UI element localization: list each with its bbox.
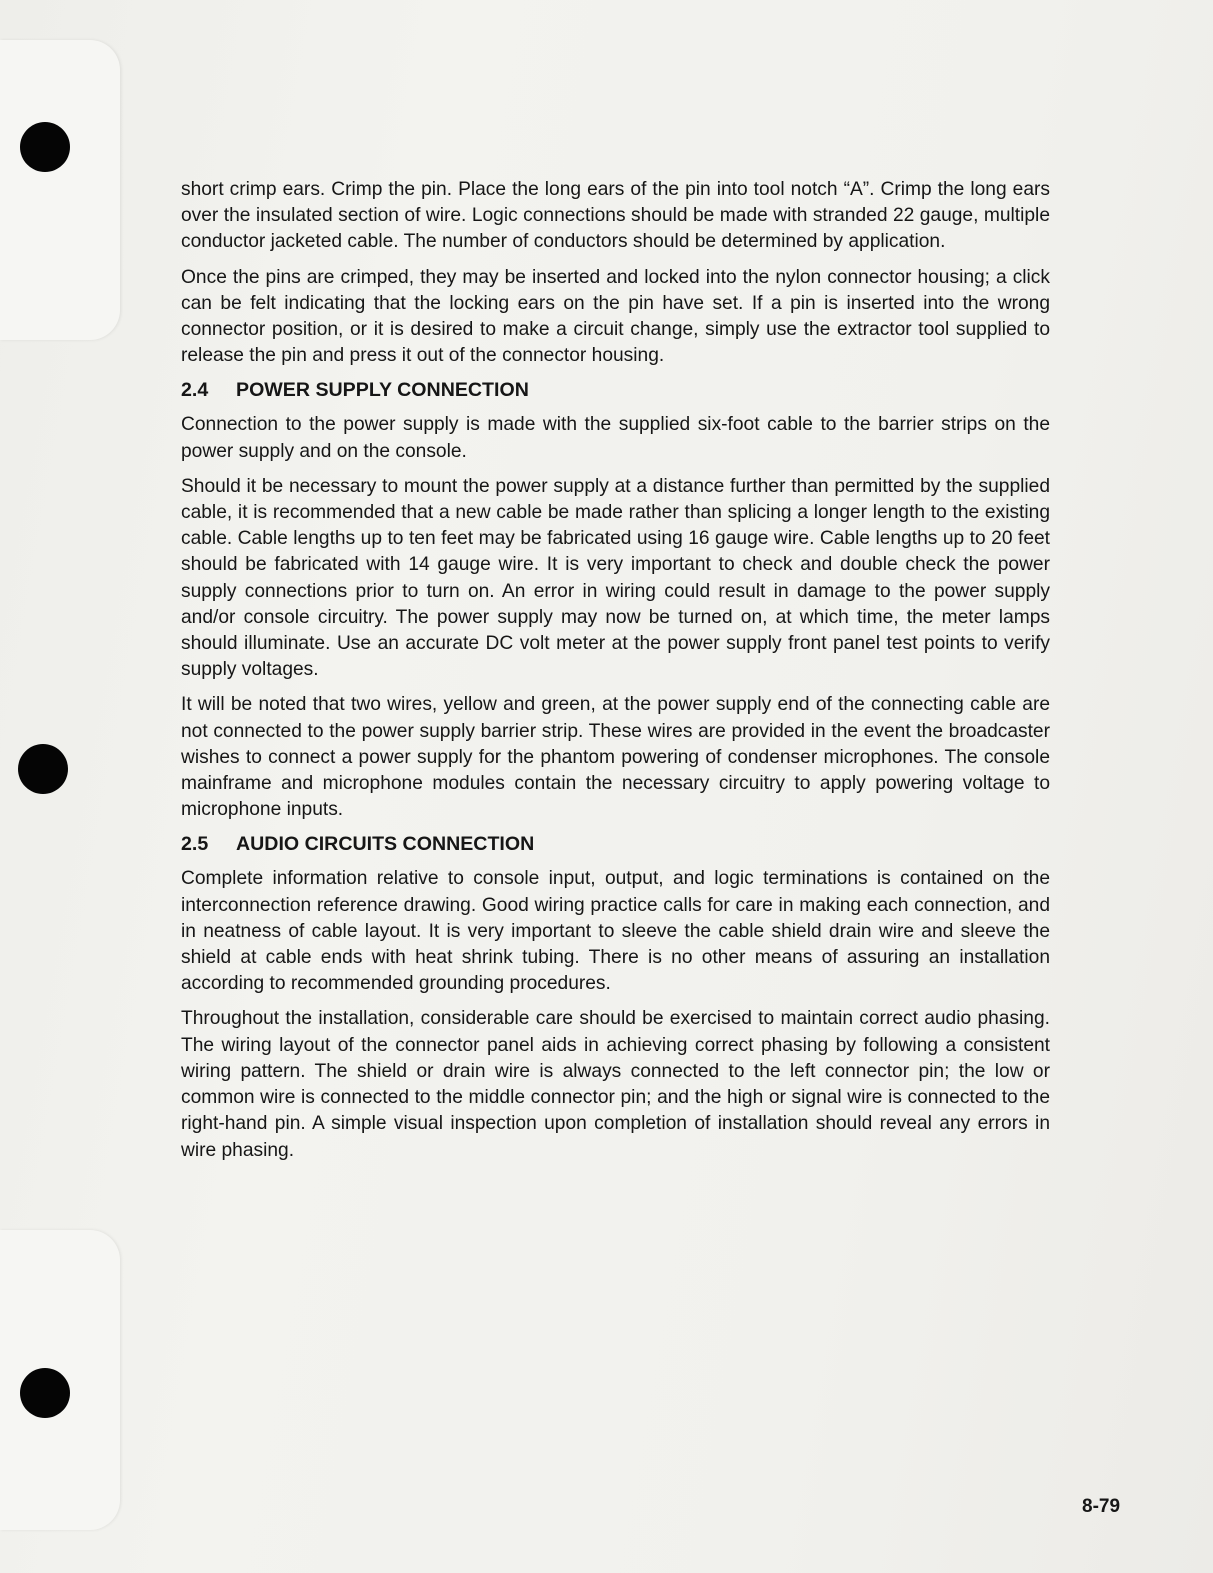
paragraph-terminations: Complete information relative to console input, output, and logic terminations is contained on the interconnection reference drawing. Good wiring practice calls for care in making each connection, and in neatness of cable layout. It is very important to sleeve the cable shield drain wire and sleeve the shield at cable ends with heat shrink tubing. There is no other means of assuring an installation according to recommended grounding procedures. (181, 868, 1050, 995)
paragraph-audio-phasing: Throughout the installation, considerable care should be exercised to maintain correct audio phasing. The wiring layout of the connector panel aids in achieving correct phasing by following a consistent wiring pattern. The shield or drain wire is always connected to the left connector pin; the low or common wire is connected to the middle connector pin; and the high or signal wire is connected to the right-hand pin. A simple visual inspection upon completion of installation should reveal any errors in wire phasing. (181, 1008, 1050, 1161)
paragraph-cable-length: Should it be necessary to mount the power supply at a distance further than permitted by the supplied cable, it is recommended that a new cable be made rather than splicing a longer length to the existing cable. Cable lengths up to ten feet may be fabricated using 16 gauge wire. Cable lengths up to 20 feet should be fabricated with 14 gauge wire. It is very important to check and double check the power supply connections prior to turn on. An error in wiring could result in damage to the power supply and/or console circuitry. The power supply may now be turned on, at which time, the meter lamps should illuminate. Use an accurate DC volt meter at the power supply front panel test points to verify supply voltages. (181, 475, 1050, 681)
section-heading-power-supply (181, 378, 1050, 402)
paragraph-power-connection: Connection to the power supply is made with the supplied six-foot cable to the barrier strips on the power supply and on the console. (181, 414, 1050, 462)
section-title: POWER SUPPLY CONNECTION (236, 379, 529, 402)
section-title: AUDIO CIRCUITS CONNECTION (236, 833, 535, 856)
section-heading-audio-circuits (181, 832, 1050, 856)
page-number: 8-79 (1082, 1496, 1121, 1517)
section-number: 2.5 (181, 833, 209, 856)
section-number: 2.4 (181, 379, 209, 402)
paragraph-pin-insertion: Once the pins are crimped, they may be inserted and locked into the nylon connector housing; a click can be felt indicating that the locking ears on the pin have set. If a pin is inserted into the wrong connector position, or it is desired to make a circuit change, simply use the extractor tool supplied to release the pin and press it out of the connector housing. (181, 266, 1050, 367)
document-body (181, 177, 1050, 1173)
paragraph-crimp-instructions: short crimp ears. Crimp the pin. Place the long ears of the pin into tool notch “A”. Crimp the long ears over the insulated section of wire. Logic connections should be made with stranded 22 gauge, multiple conductor jacketed cable. The number of conductors should be determined by application. (181, 179, 1050, 253)
binder-tab-top (0, 40, 120, 340)
punch-hole-top (20, 122, 70, 172)
punch-hole-middle (18, 744, 68, 794)
paragraph-phantom-power: It will be noted that two wires, yellow and green, at the power supply end of the connecting cable are not connected to the power supply barrier strip. These wires are provided in the event the broadcaster wishes to connect a power supply for the phantom powering of condenser microphones. The console mainframe and microphone modules contain the necessary circuitry to apply powering voltage to microphone inputs. (181, 694, 1050, 821)
punch-hole-bottom (20, 1368, 70, 1418)
